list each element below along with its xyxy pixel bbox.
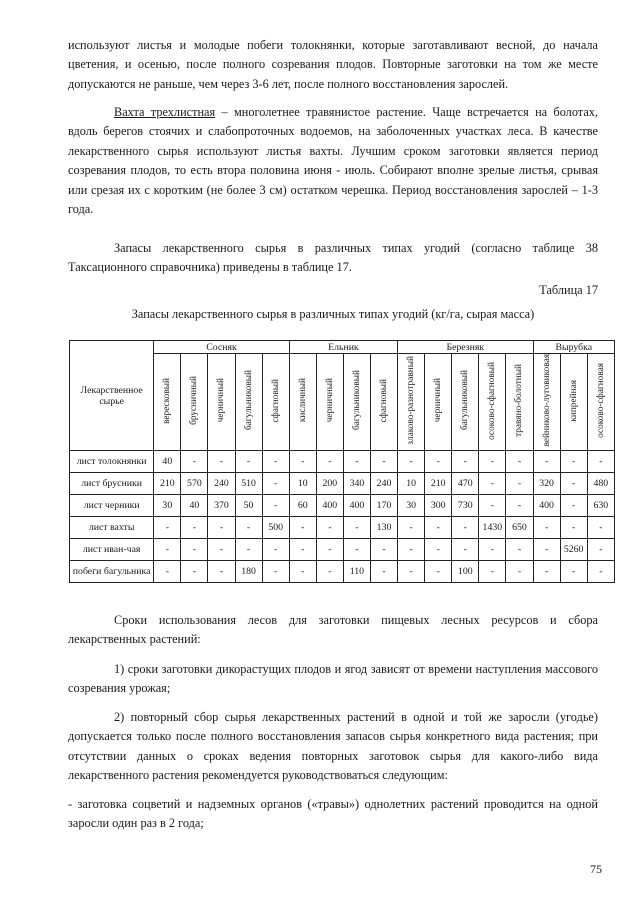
table-cell: - (506, 451, 533, 473)
table-cell: 40 (181, 495, 208, 517)
table-cell: - (208, 517, 235, 539)
group-header: Сосняк (154, 341, 289, 354)
table-cell: - (587, 517, 614, 539)
table-cell: - (262, 473, 289, 495)
table-cell: - (208, 539, 235, 561)
table-row (70, 451, 615, 473)
row-label: побеги багульника (70, 561, 154, 583)
table-cell: - (181, 561, 208, 583)
table-cell: 300 (425, 495, 452, 517)
table-cell: 400 (316, 495, 343, 517)
table-cell: - (370, 561, 397, 583)
table-cell: - (560, 495, 587, 517)
table-cell: 40 (154, 451, 181, 473)
table-cell: 400 (533, 495, 560, 517)
column-header-label: черничный (216, 378, 227, 423)
table-cell: 210 (154, 473, 181, 495)
table-cell: - (262, 495, 289, 517)
table-cell: 130 (370, 517, 397, 539)
table-cell: - (208, 451, 235, 473)
table-cell: 180 (235, 561, 262, 583)
table-cell: 240 (208, 473, 235, 495)
table-cell: - (506, 473, 533, 495)
page-number: 75 (590, 862, 602, 876)
table-cell: - (587, 539, 614, 561)
table-cell: - (425, 561, 452, 583)
column-header-label: травяно-болотный (514, 364, 525, 437)
table-cell: - (289, 561, 316, 583)
table-row (70, 495, 615, 517)
table-cell: 730 (452, 495, 479, 517)
table-cell: - (398, 539, 425, 561)
table-cell: - (425, 517, 452, 539)
table-label: Таблица 17 (539, 283, 598, 297)
table-row (70, 539, 615, 561)
table-cell: 110 (343, 561, 370, 583)
column-header (208, 354, 235, 451)
column-header (452, 354, 479, 451)
column-header-label: багульниковый (243, 370, 254, 431)
column-header-label: осоково-сфагновый (487, 361, 498, 440)
row-label: лист толокнянки (70, 451, 154, 473)
column-header-label: сфагновый (379, 378, 390, 423)
table-cell: 50 (235, 495, 262, 517)
table-cell: - (560, 517, 587, 539)
table-cell: 570 (181, 473, 208, 495)
table-cell: - (262, 539, 289, 561)
paragraph-4: Сроки использования лесов для заготовки пищевых лесных ресурсов и сбора лекарственных растений: (68, 613, 598, 647)
column-header-label: сфагновый (270, 378, 281, 423)
table-cell: - (343, 451, 370, 473)
column-header-label: черничный (324, 378, 335, 423)
table-cell: - (533, 561, 560, 583)
table-cell: - (154, 517, 181, 539)
group-header-row (70, 341, 615, 354)
paragraph-6: 2) повторный сбор сырья лекарственных растений в одной и той же заросли (угодье) допускается только после полного восстановления запасов сырья конкретного вида растения; при отсутствии данных о сроках ведения повторных заготовок сырья для какого-либо вида лекарственного растения рекомендуется руководствоваться следующим: (68, 710, 598, 783)
column-header-label: кисличный (297, 378, 308, 423)
table-cell: - (479, 539, 506, 561)
table-cell: - (235, 451, 262, 473)
table-cell: - (316, 517, 343, 539)
table-cell: - (479, 561, 506, 583)
table-cell: - (343, 517, 370, 539)
table-cell: - (506, 495, 533, 517)
column-header-label: багульниковый (351, 370, 362, 431)
table-cell: - (506, 561, 533, 583)
table-cell: - (452, 539, 479, 561)
column-header (425, 354, 452, 451)
table-cell: 60 (289, 495, 316, 517)
column-header-label: осоково-сфагновая (595, 363, 606, 438)
column-header-label: злаково-разнотравный (406, 356, 417, 445)
paragraph-5: 1) сроки заготовки дикорастущих плодов и ягод зависят от времени наступления массового созревания урожая; (68, 662, 598, 696)
row-label: лист вахты (70, 517, 154, 539)
table-cell: - (533, 539, 560, 561)
column-header-label: черничный (433, 378, 444, 423)
group-header: Ельник (289, 341, 397, 354)
table-cell: 500 (262, 517, 289, 539)
group-header: Вырубка (533, 341, 614, 354)
table-cell: - (181, 451, 208, 473)
column-header-label: багульниковый (460, 370, 471, 431)
table-cell: 650 (506, 517, 533, 539)
paragraph-1: используют листья и молодые побеги толокнянки, которые заготавливают весной, до начала цветения, и осенью, после полного созревания плодов. Повторные заготовки на том же месте допускаются не раньше, чем через 3-6 лет, после полного восстановления зарослей. (68, 38, 598, 91)
table-cell: - (316, 561, 343, 583)
table-row (70, 473, 615, 495)
stock-table (69, 340, 615, 583)
table-cell: - (479, 473, 506, 495)
table-cell: - (289, 539, 316, 561)
paragraph-2-text: – многолетнее травянистое растение. Чаще встречается на болотах, вдоль берегов стоячих и слабопроточных водоемов, на заболоченных участках леса. В качестве лекарственного сырья используют листья вахты. Лучшим сроком заготовки является период созревания плодов, то есть втора половина июня - июль. Собирают вполне зрелые листья, срывая или срезая их с коротким (не более 3 см) остатком черешка. Период восстановления зарослей – 1-3 года. (68, 105, 599, 217)
plant-term: Вахта трехлистная (114, 105, 216, 119)
table-cell: - (235, 517, 262, 539)
table-cell: - (452, 517, 479, 539)
table-cell: - (289, 451, 316, 473)
table-cell: 240 (370, 473, 397, 495)
column-header-label: брусничный (189, 376, 200, 425)
table-cell: - (560, 473, 587, 495)
column-header (343, 354, 370, 451)
paragraph-3: Запасы лекарственного сырья в различных типах угодий (согласно таблице 38 Таксационного справочника) приведены в таблице 17. (68, 241, 598, 275)
table-cell: 470 (452, 473, 479, 495)
column-header (370, 354, 397, 451)
table-cell: - (370, 451, 397, 473)
table-cell: - (452, 451, 479, 473)
column-header-label: вейниково-луговиковая (541, 354, 552, 447)
table-cell: - (560, 561, 587, 583)
group-header: Березняк (398, 341, 533, 354)
column-header (560, 354, 587, 451)
table-cell: - (154, 561, 181, 583)
column-header-label: кипрейная (568, 379, 579, 422)
table-cell: - (343, 539, 370, 561)
table-cell: 480 (587, 473, 614, 495)
column-header (316, 354, 343, 451)
table-cell: 200 (316, 473, 343, 495)
table-cell: - (235, 539, 262, 561)
table-cell: - (316, 539, 343, 561)
table-cell: - (398, 451, 425, 473)
table-cell: - (533, 517, 560, 539)
table-cell: - (262, 451, 289, 473)
table-cell: - (181, 539, 208, 561)
table-row (70, 561, 615, 583)
column-header (262, 354, 289, 451)
column-header (235, 354, 262, 451)
table-cell: 10 (398, 473, 425, 495)
table-cell: - (181, 517, 208, 539)
column-header (533, 354, 560, 451)
table-cell: - (370, 539, 397, 561)
table-cell: - (289, 517, 316, 539)
paragraph-2 (68, 103, 598, 219)
table-row (70, 517, 615, 539)
table-cell: - (262, 561, 289, 583)
row-label: лист иван-чая (70, 539, 154, 561)
table-cell: - (208, 561, 235, 583)
table-cell: 340 (343, 473, 370, 495)
column-header (479, 354, 506, 451)
column-header (289, 354, 316, 451)
table-cell: - (398, 561, 425, 583)
table-cell: - (587, 561, 614, 583)
table-cell: - (154, 539, 181, 561)
table-cell: 100 (452, 561, 479, 583)
paragraph-7: - заготовка соцветий и надземных органов («травы») однолетних растений проводится на одной заросли один раз в 2 года; (68, 797, 598, 831)
row-label: лист черники (70, 495, 154, 517)
table-cell: 5260 (560, 539, 587, 561)
column-header-label: вересковый (162, 377, 173, 424)
table-cell: - (316, 451, 343, 473)
row-header-cell: Лекарственное сырье (70, 341, 154, 451)
table-cell: 30 (398, 495, 425, 517)
table-cell: - (587, 451, 614, 473)
table-cell: 10 (289, 473, 316, 495)
table-cell: 1430 (479, 517, 506, 539)
table-cell: 400 (343, 495, 370, 517)
column-header (181, 354, 208, 451)
table-cell: - (425, 539, 452, 561)
column-header (154, 354, 181, 451)
table-cell: 630 (587, 495, 614, 517)
table-cell: - (560, 451, 587, 473)
row-label: лист брусники (70, 473, 154, 495)
table-cell: - (479, 495, 506, 517)
column-header (506, 354, 533, 451)
table-cell: - (479, 451, 506, 473)
table-cell: - (425, 451, 452, 473)
table-cell: 370 (208, 495, 235, 517)
table-cell: 320 (533, 473, 560, 495)
table-cell: 30 (154, 495, 181, 517)
table-cell: - (398, 517, 425, 539)
table-cell: 210 (425, 473, 452, 495)
table-cell: - (533, 451, 560, 473)
table-cell: 510 (235, 473, 262, 495)
column-header (587, 354, 614, 451)
table-cell: - (506, 539, 533, 561)
table-cell: 170 (370, 495, 397, 517)
table-title: Запасы лекарственного сырья в различных типах угодий (кг/га, сырая масса) (131, 307, 535, 321)
column-header (398, 354, 425, 451)
